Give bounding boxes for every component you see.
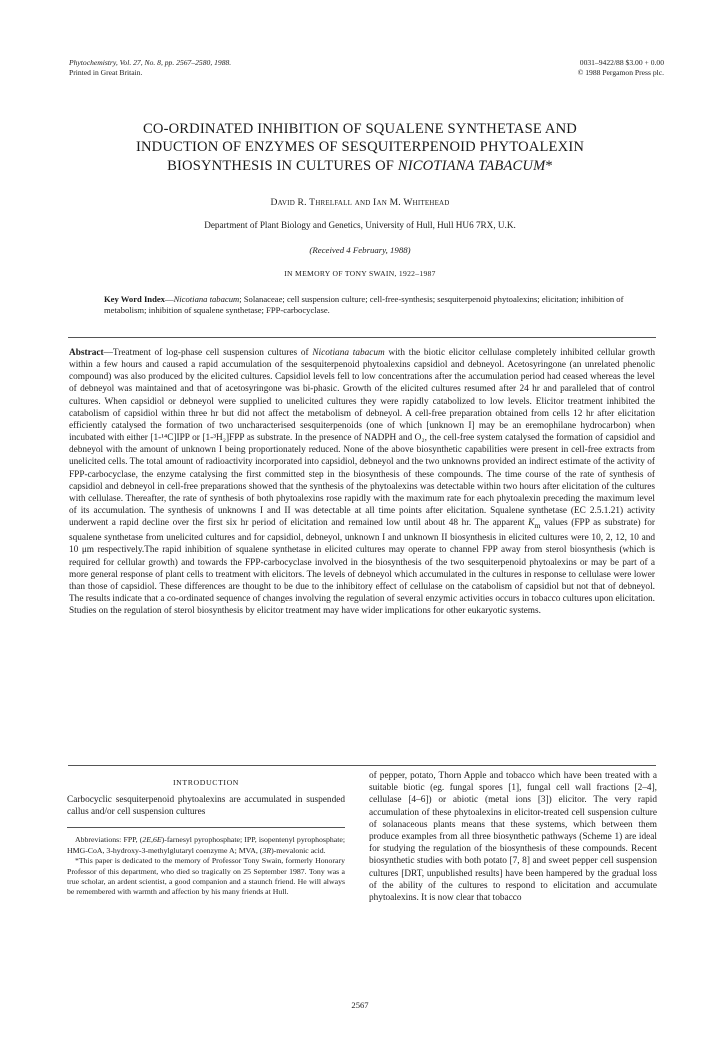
journal-code: 0031–9422/88 $3.00 + 0.00 (579, 58, 664, 67)
abstract-text-2: with the biotic elicitor cellulase completely inhibited cellular growth within a few hours and caused a rapid accumulation of the sesquiterpenoid phytoalexins capsidiol and debneyol. Acetosyringone (an unrelated phenolic compound) was also produced by the elicited cultures. Capsidiol levels fell to low concentrations after the accumulation period had ceased whereas the level of debneyol was maintained and that of acetosyringone was bi-phasic. Growth of the elicited cultures resumed after 24 hr and paralleled that of control cultures. When capsidiol or debneyol were supplied to unelicited cultures they were rapidly catabolized to low levels. Elicitor treatment inhibited the catabolism of capsidiol within three hr but did not affect the metabolism of debneyol. A cell-free preparation obtained from cells 12 hr after elicitation efficiently catalysed the formation of two uncharacterised sesquiterpenoids (one of which [unknown I] may be an eremophilane hydrocarbon) when incubated with either [1-¹⁴C]IPP or [1-³H₂]FPP as substrate. In the presence of NADPH and O₂, the cell-free system catalysed the formation of capsidiol and debneyol with the amount of unknown I being proportionately reduced. None of the above biosynthetic capabilities were present in cell-free extracts from unelicited cells. The total amount of radioactivity incorporated into capsidiol, debneyol and the two unknowns provided an indirect estimate of the activity of FPP-carbocyclase, the enzyme catalysing the first committed step in the biosynthesis of these compounds. The time course of the rate of synthesis of capsidiol and debneyol in cell-free preparations showed that the synthesis of the phytoalexins was detectable within two hours after elicitation of the cultures with cellulase. Thereafter, the rate of synthesis of both phytoalexins rose rapidly with the maximum rate for each phytoalexin preceding the maximum level of its accumulation. The synthesis of unknowns I and II was detectable at all time points after elicitation. Squalene synthetase (EC 2.5.1.21) activity underwent a rapid decline over the first six hr period of elicitation and remained low until about 48 hr. The apparent (69, 348, 655, 529)
journal-line: Phytochemistry, Vol. 27, No. 8, pp. 2567–2580, 1988. (69, 58, 232, 67)
keyword-index: Key Word Index—Nicotiana tabacum; Solanaceae; cell suspension culture; cell-free-synthesis; sesquiterpenoid phytoalexins; elicitation; inhibition of metabolism; inhibition of squalene synthetase; FPP-carbocyclase. (104, 294, 624, 316)
km-symbol: K (528, 518, 535, 529)
abbrev-ital-2: 3R (262, 845, 272, 855)
journal-code-block (578, 58, 664, 77)
abbrev-text-2: )-farnesyl pyrophosphate; IPP, isopentenyl pyrophosphate; HMG-CoA, 3-hydroxy-3-methylglutaryl coenzyme A; MVA, ( (67, 835, 345, 855)
received-date: (Received 4 February, 1988) (309, 245, 411, 255)
title-footnote-mark: * (545, 157, 553, 174)
km-subscript: m (534, 521, 541, 531)
abstract-label: Abstract (69, 348, 104, 358)
abstract-species: Nicotiana tabacum (312, 348, 385, 358)
title-line-2: INDUCTION OF ENZYMES OF SESQUITERPENOID PHYTOALEXIN (135, 139, 585, 156)
printed-in: Printed in Great Britain. (69, 67, 143, 77)
affiliation: Department of Plant Biology and Genetics, University of Hull, Hull HU6 7RX, U.K. (204, 220, 516, 230)
authors: David R. Threlfall and Ian M. Whitehead (270, 197, 450, 208)
right-column-text: of pepper, potato, Thorn Apple and tobacco which have been treated with a suitable biotic (eg. fungal spores [1], fungal cell wall fractions [2–4], cellulase [4–6]) or abiotic (metal ions [3]) elicitor. The very rapid accumulation of these phytoalexins in elicitor-treated cell suspension culture of solanaceous plants means that these systems, which between them produce examples from all three biosynthetic pathways (Scheme 1) are ideal for studying the regulation of the biosynthesis of these compounds. Recent biosynthetic studies with both potato [7, 8] and sweet pepper cell suspension cultures [DRT, unpublished results] have been hampered by the gradual loss of the ability of the cultures to respond to elicitation and accumulate phytoalexins. It is now clear that tobacco (369, 771, 657, 904)
title-line-1: CO-ORDINATED INHIBITION OF SQUALENE SYNTHETASE AND (143, 121, 577, 137)
abbrev-ital-1: 2E,6E (142, 835, 162, 845)
left-column (67, 773, 345, 898)
dedication-footnote: *This paper is dedicated to the memory of Professor Tony Swain, formerly Honorary Professor of this department, who died so tragically on 25 September 1987. Tony was a true scholar, an ardent scientist, a good companion and a staunch friend. He will always be remembered with warmth and affection by his many friends at Hull. (67, 856, 345, 897)
introduction-text: Carbocyclic sesquiterpenoid phytoalexins are accumulated in suspended callus and/or cell suspension cultures (67, 795, 345, 818)
abbrev-text-3: )-mevalonic acid. (271, 845, 326, 855)
page-number: 2567 (351, 1000, 369, 1010)
copyright: © 1988 Pergamon Press plc. (577, 67, 664, 77)
keyword-species: Nicotiana tabacum (173, 294, 240, 304)
title-species: NICOTIANA TABACUM (397, 157, 546, 174)
memorial-line: IN MEMORY OF TONY SWAIN, 1922–1987 (284, 269, 436, 278)
right-column (369, 770, 657, 904)
abbreviations-footnote (67, 835, 345, 856)
journal-citation (69, 58, 231, 77)
abbrev-text-1: Abbreviations: FPP, ( (75, 835, 143, 845)
footnote-rule (67, 827, 345, 828)
introduction-heading: INTRODUCTION (172, 778, 240, 787)
paper-title (60, 120, 660, 175)
abstract (69, 347, 655, 617)
abstract-top-rule (68, 337, 656, 338)
title-line-3-text: BIOSYNTHESIS IN CULTURES OF (167, 157, 398, 174)
abstract-text-3: values (FPP as substrate) for squalene synthetase from unelicited cultures and for capsidiol, debneyol, unknown I and unknown II biosynthesis in elicited cultures were 10, 2, 12, 10 and 10 μm respectively.The rapid inhibition of squalene synthetase in elicited cultures may operate to channel FPP away from sterol biosynthesis (which is required for cellular growth) and towards the FPP-carbocyclase involved in the biosynthesis of the two sesquiterpenoid phytoalexins or may be part of a more general response of plant cells to treatment with elicitors. The levels of debneyol which accumulated in the cultures in response to cellulase were lower than those of capsidiol. These differences are thought to be due to the inhibitory effect of cellulase on the catabolism of capsidiol but not that of debneyol. The results indicate that a co-ordinated sequence of changes involving the regulation of several enzymic activities occurs in tobacco cultures upon elicitation. Studies on the regulation of sterol biosynthesis by elicitor treatment may have wider implications for other eukaryotic systems. (69, 518, 655, 617)
abstract-text-1: —Treatment of log-phase cell suspension cultures of (103, 348, 313, 358)
keyword-label: Key Word Index (104, 294, 165, 304)
abstract-bottom-rule (68, 765, 656, 766)
title-line-3 (60, 157, 660, 175)
keyword-list: ; Solanaceae; cell suspension culture; cell-free-synthesis; sesquiterpenoid phytoalexins; elicitation; inhibition of metabolism; inhibition of squalene synthetase; FPP-carbocyclase. (104, 294, 624, 316)
